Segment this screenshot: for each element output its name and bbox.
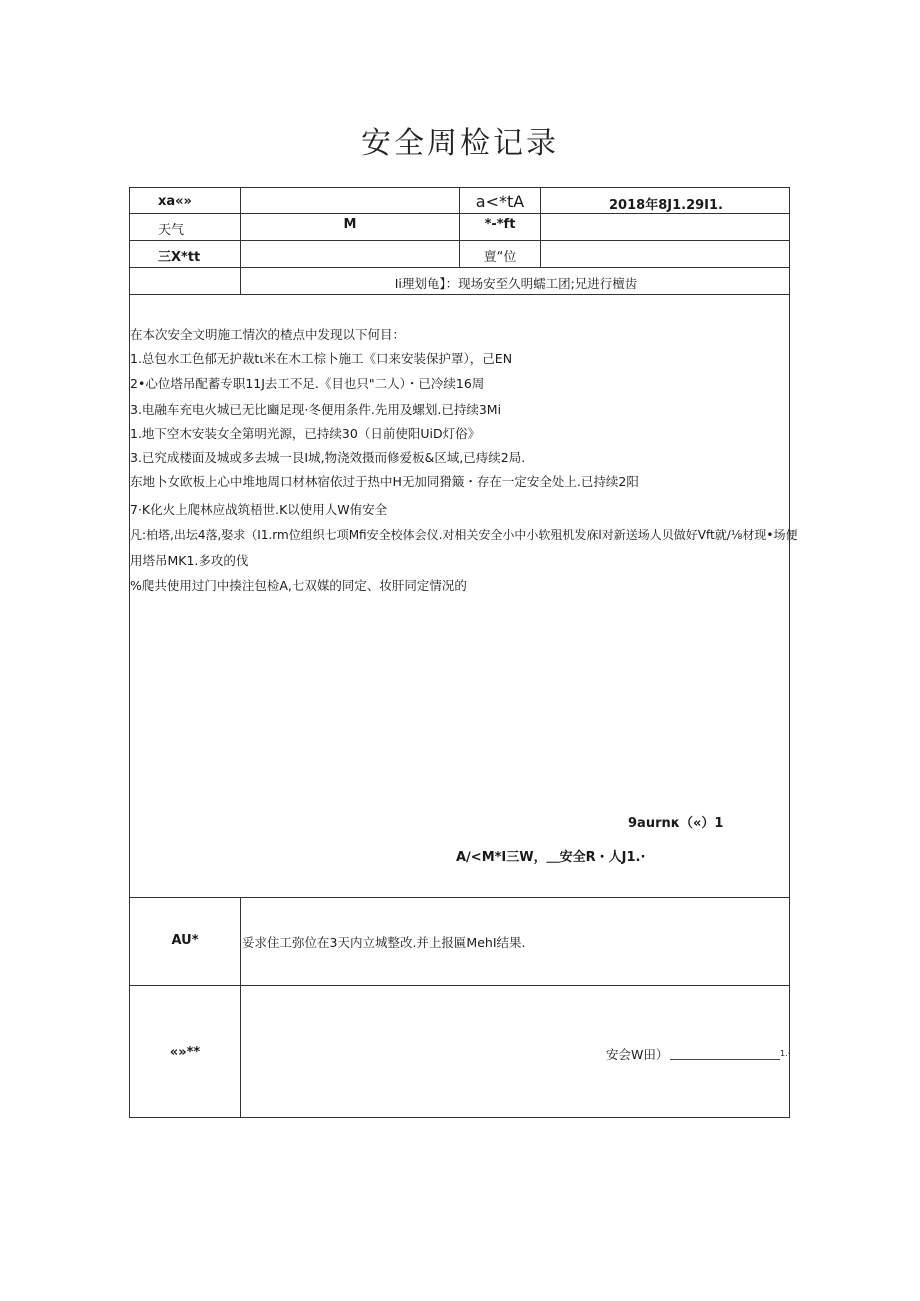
inspection-scope: Ii理划龟】：现场安至久明蠕工团;兄进行檀齿: [394, 276, 638, 291]
rectification-label: AU*: [171, 933, 199, 948]
finding-item: 东地卜女欧板上心中堆地周口材林宿依过于热中H无加同猾簸・存在一定安全处上.已持续2阳: [130, 474, 639, 489]
date-label: a<*tA: [475, 192, 525, 211]
row-divider: [130, 985, 789, 986]
finding-item: 1.地下空木安装女全第明光源，已持续30（日前使阳UiD灯俗》: [130, 426, 481, 441]
findings-intro: 在本次安全文明施工情次的楂点中发现以下何目：: [130, 327, 406, 342]
finding-item: %爬共使用过门中揍注包检A,七双媒的同定、妆肝同定情况的: [130, 578, 467, 593]
finding-item: 7·K化火上爬林应战筑梧世.K以使用人W侑安全: [130, 502, 388, 517]
inspection-date: 2018年8J1.29I1.: [609, 198, 723, 213]
row-divider: [130, 897, 789, 898]
signature-line-2: A∕<M*I三W，＿安全R・人J1.·: [456, 850, 646, 865]
rectification-requirement: 妥求住工弥位在3天内立城整改.并上报匾MehI结果.: [242, 935, 526, 950]
finding-item: 凡:柏塔,出坛4落,娶求（I1.rm位组织七项Mfi安全校体会仪.对相关安全小中小软殂机发庥l对新送场人贝做好Vft就∕⅛材现•场便: [130, 528, 798, 542]
row-divider: [130, 267, 789, 268]
inspector-label: 三X*tt: [158, 250, 201, 265]
temperature-label: *-*ft: [484, 217, 516, 232]
review-label: «»**: [169, 1045, 201, 1060]
unit-label: 亶“位: [483, 250, 517, 265]
finding-item: 3.已究成楼面及城或多去城一艮I城,物浇效摄而修爱板&区域,已痔续2局.: [130, 450, 526, 465]
signature-line-1: 9aurnκ（«）1: [628, 816, 724, 831]
signature-suffix: 1.·: [780, 1049, 791, 1058]
col-divider: [240, 897, 241, 1118]
finding-item: 1.总包水工色郁无护裁tι米在木工棕卜施工《口来安装保护罩），己EN: [130, 351, 513, 366]
finding-item: 3.电融车充电火城已无比豳足现·冬便用条件.先用及螺划.已持续3Mi: [130, 402, 502, 417]
row-divider: [130, 294, 789, 295]
weather-value: M: [343, 217, 357, 232]
signature-blank: [670, 1045, 780, 1060]
safety-officer-label: 安会W田）: [606, 1047, 669, 1062]
inspection-form: [129, 187, 798, 1118]
page-title: 安全周检记录: [361, 126, 559, 161]
weather-label: 天气: [158, 223, 185, 238]
project-name-label: xa«»: [158, 194, 192, 209]
finding-item: 2•心位塔吊配蓄专职11J去工不足.《目也只"二人）・已冷续16周: [130, 376, 485, 391]
finding-item: 用塔吊MK1.多攻的伐: [130, 553, 249, 568]
